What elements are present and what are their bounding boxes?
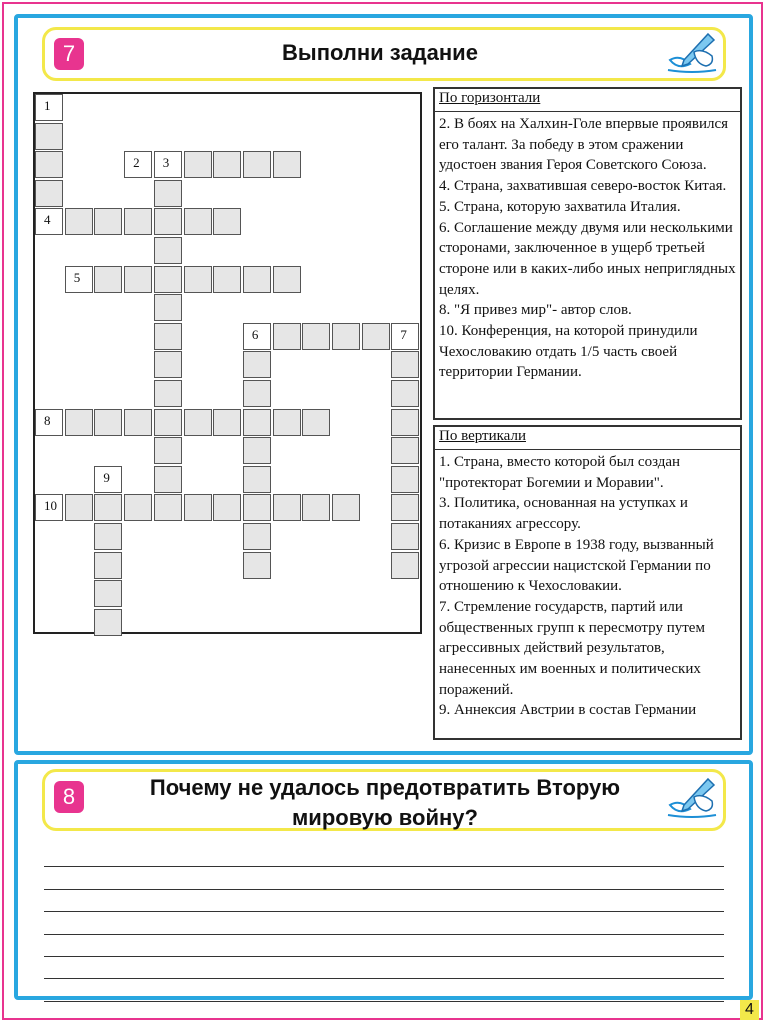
crossword-cell[interactable] bbox=[273, 323, 301, 350]
clue-item: 7. Стремление государств, партий или общественных групп к пересмотру путем агрессивных действий результатов, нанесенных им военных и политических поражений. bbox=[439, 598, 705, 698]
page-number: 4 bbox=[740, 1000, 759, 1020]
crossword-cell[interactable] bbox=[154, 380, 182, 407]
crossword-cell[interactable] bbox=[273, 494, 301, 521]
crossword-numbered-cell[interactable]: 8 bbox=[35, 409, 63, 436]
crossword-cell[interactable] bbox=[94, 523, 122, 550]
crossword-cell[interactable] bbox=[94, 609, 122, 636]
crossword-cell[interactable] bbox=[94, 580, 122, 607]
clue-item: 10. Конференция, на которой принудили Чехословакию отдать 1/5 часть своей территории Германии. bbox=[439, 323, 698, 381]
crossword-cell[interactable] bbox=[243, 266, 271, 293]
task8-title-line1: Почему не удалось предотвратить Вторую bbox=[149, 775, 621, 800]
across-clues-box bbox=[433, 87, 742, 420]
clue-item: 5. Страна, которую захватила Италия. bbox=[439, 198, 681, 215]
crossword-cell[interactable] bbox=[184, 266, 212, 293]
task8-number-badge: 8 bbox=[54, 781, 84, 813]
answer-line[interactable] bbox=[44, 890, 724, 912]
crossword-cell[interactable] bbox=[65, 409, 93, 436]
crossword-numbered-cell[interactable]: 7 bbox=[391, 323, 419, 350]
crossword-cell[interactable] bbox=[154, 466, 182, 493]
crossword-cell[interactable] bbox=[154, 266, 182, 293]
across-heading: По горизонтали bbox=[435, 89, 740, 112]
crossword-numbered-cell[interactable]: 6 bbox=[243, 323, 271, 350]
crossword-cell[interactable] bbox=[213, 266, 241, 293]
crossword-cell[interactable] bbox=[94, 266, 122, 293]
crossword-cell[interactable] bbox=[65, 494, 93, 521]
crossword-cell[interactable] bbox=[243, 151, 271, 178]
crossword-cell[interactable] bbox=[273, 151, 301, 178]
crossword-cell[interactable] bbox=[213, 151, 241, 178]
crossword-cell[interactable] bbox=[94, 409, 122, 436]
crossword-cell[interactable] bbox=[243, 466, 271, 493]
crossword-cell[interactable] bbox=[391, 552, 419, 579]
crossword-cell[interactable] bbox=[184, 409, 212, 436]
crossword-cell[interactable] bbox=[154, 208, 182, 235]
task7-title: Выполни задание bbox=[282, 40, 478, 65]
crossword-cell[interactable] bbox=[243, 380, 271, 407]
crossword-numbered-cell[interactable]: 10 bbox=[35, 494, 63, 521]
crossword-cell[interactable] bbox=[94, 208, 122, 235]
crossword-cell[interactable] bbox=[391, 380, 419, 407]
crossword-cell[interactable] bbox=[154, 180, 182, 207]
crossword-cell[interactable] bbox=[213, 494, 241, 521]
answer-lines[interactable] bbox=[44, 845, 724, 1002]
clue-item: 8. "Я привез мир"- автор слов. bbox=[439, 302, 632, 319]
crossword-cell[interactable] bbox=[391, 466, 419, 493]
crossword-cell[interactable] bbox=[35, 123, 63, 150]
crossword-cell[interactable] bbox=[154, 294, 182, 321]
crossword-cell[interactable] bbox=[243, 409, 271, 436]
crossword-numbered-cell[interactable]: 5 bbox=[65, 266, 93, 293]
crossword-cell[interactable] bbox=[213, 409, 241, 436]
crossword-cell[interactable] bbox=[184, 208, 212, 235]
clue-item: 6. Соглашение между двумя или несколькими сторонами, заключенное в ущерб третьей стороне или в каких-либо иных неприглядных целях. bbox=[439, 219, 736, 298]
crossword-cell[interactable] bbox=[94, 494, 122, 521]
clue-item: 6. Кризис в Европе в 1938 году, вызванный угрозой агрессии нацистской Германии по отношению к Чехословакии. bbox=[439, 536, 714, 595]
crossword-cell[interactable] bbox=[391, 409, 419, 436]
crossword-cell[interactable] bbox=[213, 208, 241, 235]
crossword-cell[interactable] bbox=[302, 323, 330, 350]
crossword-cell[interactable] bbox=[302, 409, 330, 436]
task8-title bbox=[130, 773, 640, 833]
crossword-cell[interactable] bbox=[154, 351, 182, 378]
clue-item: 9. Аннексия Австрии в состав Германии bbox=[439, 702, 697, 719]
crossword-cell[interactable] bbox=[243, 351, 271, 378]
crossword-numbered-cell[interactable]: 3 bbox=[154, 151, 182, 178]
crossword-cell[interactable] bbox=[35, 180, 63, 207]
crossword-cell[interactable] bbox=[302, 494, 330, 521]
task8-title-line2: мировую войну? bbox=[292, 805, 478, 830]
crossword-cell[interactable] bbox=[332, 323, 360, 350]
crossword-cell[interactable] bbox=[391, 494, 419, 521]
answer-line[interactable] bbox=[44, 845, 724, 867]
crossword-cell[interactable] bbox=[154, 494, 182, 521]
crossword-numbered-cell[interactable]: 9 bbox=[94, 466, 122, 493]
crossword-cell[interactable] bbox=[124, 494, 152, 521]
answer-line[interactable] bbox=[44, 867, 724, 889]
crossword-numbered-cell[interactable]: 1 bbox=[35, 94, 63, 121]
clue-item: 2. В боях на Халхин-Голе впервые проявился его талант. За победу в этом сражении удостоен звания Героя Советского Союза. bbox=[439, 116, 729, 174]
crossword-cell[interactable] bbox=[65, 208, 93, 235]
answer-line[interactable] bbox=[44, 935, 724, 957]
crossword-numbered-cell[interactable]: 2 bbox=[124, 151, 152, 178]
pen-writing-icon bbox=[664, 775, 724, 823]
crossword-cell[interactable] bbox=[391, 437, 419, 464]
task7-number-badge: 7 bbox=[54, 38, 84, 70]
crossword-cell[interactable] bbox=[154, 437, 182, 464]
crossword-cell[interactable] bbox=[391, 351, 419, 378]
clue-item: 1. Страна, вместо которой был создан "протекторат Богемии и Моравии". bbox=[439, 454, 681, 491]
crossword-cell[interactable] bbox=[362, 323, 390, 350]
crossword-cell[interactable] bbox=[332, 494, 360, 521]
crossword-cell[interactable] bbox=[124, 409, 152, 436]
crossword-cell[interactable] bbox=[35, 151, 63, 178]
crossword-numbered-cell[interactable]: 4 bbox=[35, 208, 63, 235]
crossword-cell[interactable] bbox=[273, 409, 301, 436]
answer-line[interactable] bbox=[44, 957, 724, 979]
crossword-cell[interactable] bbox=[124, 208, 152, 235]
crossword-cell[interactable] bbox=[184, 494, 212, 521]
answer-line[interactable] bbox=[44, 979, 724, 1001]
crossword-cell[interactable] bbox=[184, 151, 212, 178]
down-clue-list bbox=[435, 450, 740, 723]
pen-writing-icon bbox=[664, 30, 724, 78]
crossword-cell[interactable] bbox=[94, 552, 122, 579]
answer-line[interactable] bbox=[44, 912, 724, 934]
crossword-cell[interactable] bbox=[391, 523, 419, 550]
across-clue-list bbox=[435, 112, 740, 385]
crossword-cell[interactable] bbox=[154, 409, 182, 436]
crossword-cell[interactable] bbox=[124, 266, 152, 293]
crossword-cell[interactable] bbox=[243, 494, 271, 521]
clue-item: 3. Политика, основанная на уступках и потаканиях агрессору. bbox=[439, 495, 688, 533]
down-heading: По вертикали bbox=[435, 427, 740, 450]
crossword-cell[interactable] bbox=[154, 237, 182, 264]
crossword-cell[interactable] bbox=[243, 552, 271, 579]
crossword-cell[interactable] bbox=[273, 266, 301, 293]
crossword-cell[interactable] bbox=[243, 437, 271, 464]
clue-item: 4. Страна, захватившая северо-восток Китая. bbox=[439, 178, 727, 195]
down-clues-box bbox=[433, 425, 742, 740]
crossword-cell[interactable] bbox=[154, 323, 182, 350]
crossword-cell[interactable] bbox=[243, 523, 271, 550]
